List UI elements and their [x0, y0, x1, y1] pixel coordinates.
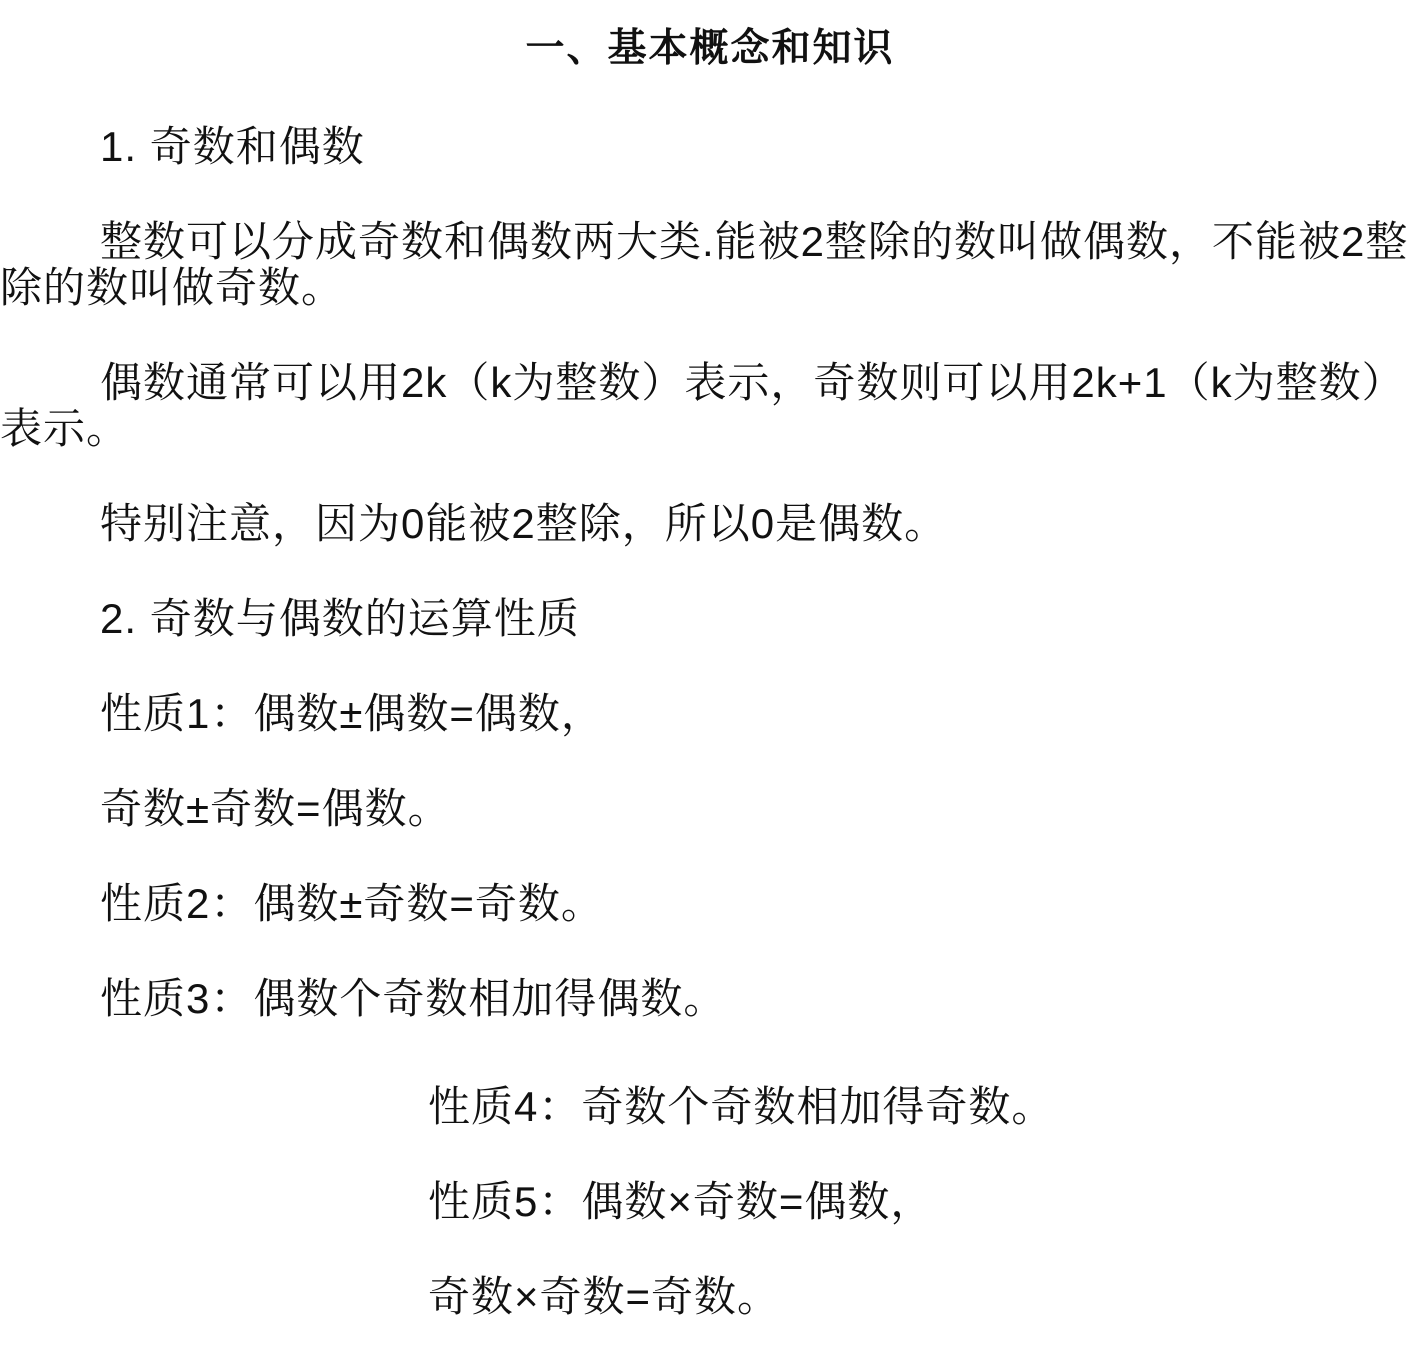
property-4: 性质4：奇数个奇数相加得奇数。 — [428, 1083, 1055, 1130]
document-title: 一、基本概念和知识 — [525, 27, 895, 70]
property-2: 性质2：偶数±奇数=奇数。 — [100, 880, 604, 927]
property-5-line-2: 奇数×奇数=奇数。 — [428, 1273, 781, 1320]
heading-odd-and-even-numbers: 1. 奇数和偶数 — [100, 123, 365, 170]
property-3: 性质3：偶数个奇数相加得偶数。 — [100, 975, 727, 1022]
paragraph-integer-classification: 整数可以分成奇数和偶数两大类.能被2整除的数叫做偶数，不能被2整除的数叫做奇数。 — [0, 218, 1409, 311]
property-5-line-1: 性质5：偶数×奇数=偶数， — [428, 1178, 934, 1225]
paragraph-zero-is-even-note: 特别注意，因为0能被2整除，所以0是偶数。 — [100, 500, 948, 547]
property-1-line-2: 奇数±奇数=偶数。 — [100, 785, 451, 832]
property-1-line-1: 性质1：偶数±偶数=偶数， — [100, 690, 604, 737]
paragraph-2k-notation: 偶数通常可以用2k（k为整数）表示，奇数则可以用2k+1（k为整数）表示。 — [0, 359, 1405, 452]
heading-operation-properties: 2. 奇数与偶数的运算性质 — [100, 595, 580, 642]
